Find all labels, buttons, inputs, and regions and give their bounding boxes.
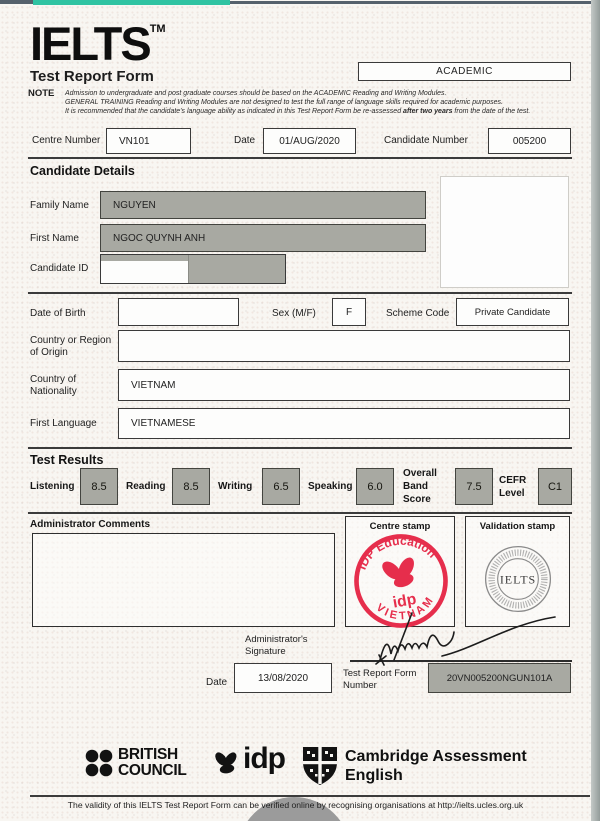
top-bar-left (0, 0, 33, 4)
validation-stamp-seal (481, 542, 555, 616)
divider-3 (28, 447, 572, 449)
family-name-value: NGUYEN (100, 191, 426, 219)
date-of-birth-value (118, 298, 239, 326)
writing-score: 6.5 (262, 468, 300, 505)
origin-value (118, 330, 570, 362)
overall-band-score: 7.5 (455, 468, 493, 505)
sex-value: F (332, 298, 366, 326)
note-line-2: GENERAL TRAINING Reading and Writing Modules are not designed to test the full range of language skills required for academic purposes. (65, 99, 503, 106)
idp-petal-icon (378, 553, 422, 592)
first-language-value: VIETNAMESE (118, 408, 570, 439)
svg-text:VIETNAM: VIETNAM (373, 593, 438, 623)
nationality-value: VIETNAM (118, 369, 570, 401)
svg-text:idp: idp (391, 590, 418, 612)
idp-logo-text: idp (243, 742, 285, 775)
admin-date-value: 13/08/2020 (234, 663, 332, 693)
module-type-box: ACADEMIC (358, 62, 571, 81)
administrator-comments-box (32, 533, 335, 627)
speaking-label: Speaking (308, 481, 353, 492)
trf-number-label: Test Report Form Number (343, 668, 417, 691)
british-council-dots-icon (85, 749, 113, 777)
reading-score: 8.5 (172, 468, 210, 505)
writing-label: Writing (218, 481, 253, 492)
listening-score: 8.5 (80, 468, 118, 505)
form-title: Test Report Form (30, 68, 154, 85)
divider-1 (28, 157, 572, 159)
divider-2 (28, 292, 572, 294)
administrator-signature-label: Administrator's Signature (245, 634, 308, 657)
first-name-label: First Name (30, 233, 79, 244)
note-label: NOTE (28, 88, 55, 99)
centre-number-label: Centre Number (32, 135, 101, 146)
candidate-id-redaction-block (188, 255, 285, 283)
overall-band-label: Overall Band Score (403, 468, 437, 505)
test-results-heading: Test Results (30, 453, 104, 467)
note-text (65, 89, 570, 116)
test-date-value: 01/AUG/2020 (263, 128, 356, 154)
first-language-label: First Language (30, 418, 97, 429)
svg-text:IDP Education: IDP Education (354, 533, 440, 572)
admin-date-label: Date (206, 677, 228, 688)
scan-edge-right (591, 0, 600, 821)
cambridge-shield-icon (302, 746, 338, 786)
centre-number-value: VN101 (106, 128, 191, 154)
nationality-label: Country of Nationality (30, 374, 77, 397)
scheme-code-label: Scheme Code (386, 308, 450, 319)
cambridge-logo-text: Cambridge Assessment English (345, 748, 527, 784)
date-label: Date (234, 135, 256, 146)
svg-text:IELTS: IELTS (499, 572, 537, 587)
trf-number-value: 20VN005200NGUN101A (428, 663, 571, 693)
centre-stamp-label: Centre stamp (369, 521, 431, 532)
family-name-label: Family Name (30, 200, 89, 211)
top-bar-teal-accent (33, 0, 230, 5)
note-line-3: It is recommended that the candidate's language ability as indicated in this Test Report Form be re-assessed after two years from the date of the test. (65, 108, 531, 115)
footer-rule (30, 795, 590, 797)
administrator-comments-label: Administrator Comments (30, 519, 151, 530)
candidate-id-label: Candidate ID (30, 263, 89, 274)
scheme-code-value: Private Candidate (456, 298, 569, 326)
trademark-mark: TM (149, 23, 166, 35)
candidate-number-value: 005200 (488, 128, 571, 154)
idp-logo-icon (208, 748, 242, 780)
candidate-number-label: Candidate Number (384, 135, 468, 146)
candidate-details-heading: Candidate Details (30, 164, 135, 178)
validation-stamp-label: Validation stamp (479, 521, 556, 532)
origin-label: Country or Region of Origin (30, 335, 112, 358)
candidate-id-value (100, 254, 286, 284)
administrator-signature (350, 610, 580, 668)
candidate-photo-area (440, 176, 569, 288)
sex-label: Sex (M/F) (272, 308, 316, 319)
listening-label: Listening (30, 481, 75, 492)
date-of-birth-label: Date of Birth (30, 308, 86, 319)
note-line-1: Admission to undergraduate and post graduate courses should be based on the ACADEMIC Reading and Writing Modules. (65, 90, 447, 97)
british-council-logo-text: BRITISH COUNCIL (118, 746, 187, 779)
ielts-logo: IELTS™ (30, 17, 166, 70)
top-bar-right (230, 1, 600, 4)
cefr-level-value: C1 (538, 468, 572, 505)
validity-statement: The validity of this IELTS Test Report Form can be verified online by recognising organisations at http://ielts.ucles.org.uk (67, 800, 524, 810)
speaking-score: 6.0 (356, 468, 394, 505)
first-name-value: NGOC QUYNH ANH (100, 224, 426, 252)
reading-label: Reading (126, 481, 166, 492)
divider-4 (28, 512, 572, 514)
cefr-level-label: CEFR Level (499, 475, 527, 499)
